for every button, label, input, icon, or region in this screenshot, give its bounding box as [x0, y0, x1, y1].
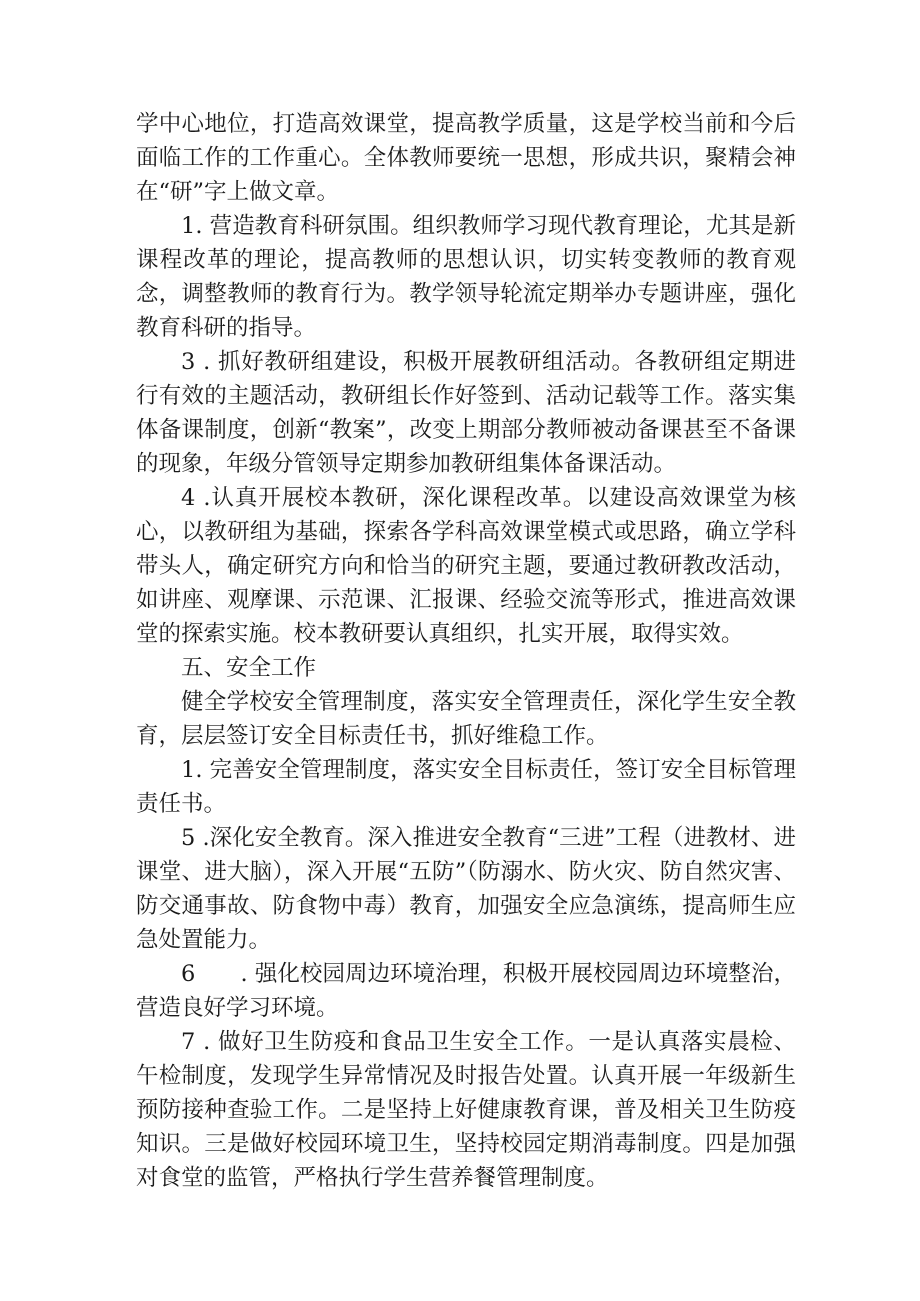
document-page	[136, 107, 796, 1195]
paragraph-item-6-campus-surroundings: 6 . 强化校园周边环境治理，积极开展校园周边环境整治，营造良好学习环境。	[136, 961, 796, 1021]
section-heading-safety: 五、安全工作	[181, 655, 317, 681]
paragraph-item-5-safety-education: 5 .深化安全教育。深入推进安全教育“三进”工程（进教材、进课堂、进大脑），深入开展“五防”（防溺水、防火灾、防自然灾害、防交通事故、防食物中毒）教育，加强安全应急演练，提高师生应急处置能力。	[136, 825, 796, 953]
paragraph-item-1-safety-system: 1. 完善安全管理制度，落实安全目标责任，签订安全目标管理责任书。	[136, 757, 796, 817]
paragraph-item-3-teaching-groups: 3 . 抓好教研组建设，积极开展教研组活动。各教研组定期进行有效的主题活动，教研组长作好签到、活动记载等工作。落实集体备课制度，创新“教案”，改变上期部分教师被动备课甚至不备课的现象，年级分管领导定期参加教研组集体备课活动。	[136, 349, 796, 477]
paragraph-continued: 学中心地位，打造高效课堂，提高教学质量，这是学校当前和今后面临工作的工作重心。全体教师要统一思想，形成共识，聚精会神在“研”字上做文章。	[136, 111, 796, 205]
paragraph-item-1-research-atmosphere: 1. 营造教育科研氛围。组织教师学习现代教育理论，尤其是新课程改革的理论，提高教师的思想认识，切实转变教师的教育观念，调整教师的教育行为。教学领导轮流定期举办专题讲座，强化教育科研的指导。	[136, 213, 796, 341]
paragraph-item-7-hygiene-food-safety: 7 . 做好卫生防疫和食品卫生安全工作。一是认真落实晨检、午检制度，发现学生异常情况及时报告处置。认真开展一年级新生预防接种查验工作。二是坚持上好健康教育课，普及相关卫生防疫知识。三是做好校园环境卫生，坚持校园定期消毒制度。四是加强对食堂的监管，严格执行学生营养餐管理制度。	[136, 1029, 796, 1191]
paragraph-safety-intro: 健全学校安全管理制度，落实安全管理责任，深化学生安全教育，层层签订安全目标责任书，抓好维稳工作。	[136, 689, 796, 749]
paragraph-item-4-school-research: 4 .认真开展校本教研，深化课程改革。以建设高效课堂为核心，以教研组为基础，探索各学科高效课堂模式或思路，确立学科带头人，确定研究方向和恰当的研究主题，要通过教研教改活动，如讲座、观摩课、示范课、汇报课、经验交流等形式，推进高效课堂的探索实施。校本教研要认真组织，扎实开展，取得实效。	[136, 485, 796, 647]
